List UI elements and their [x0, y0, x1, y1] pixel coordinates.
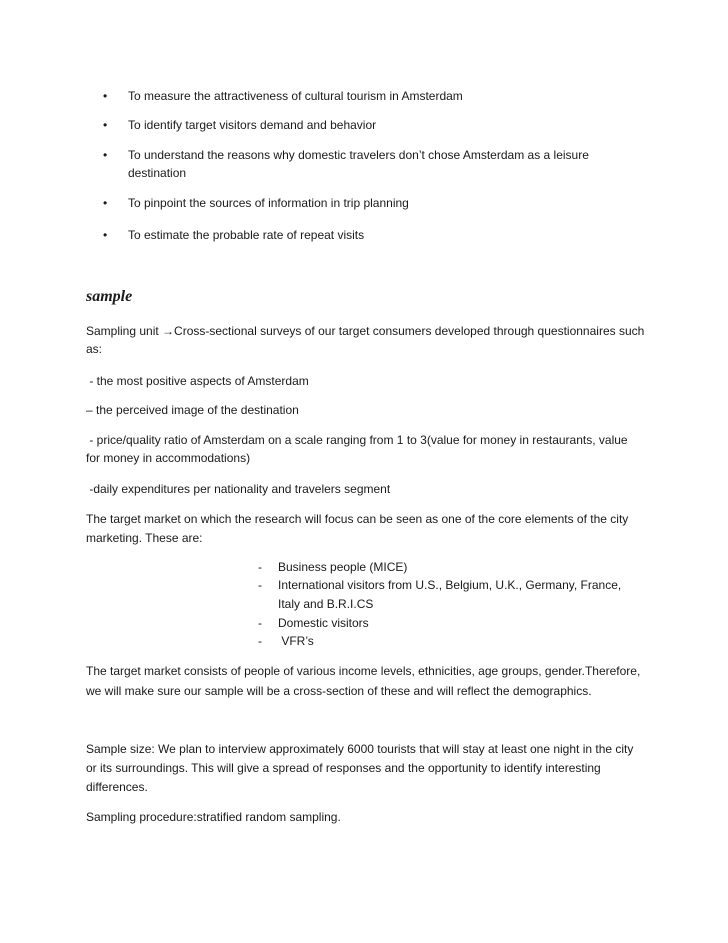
aspect-item: - price/quality ratio of Amsterdam on a scale ranging from 1 to 3(value for money in restaurants, value	[86, 433, 628, 447]
segment-item-continuation: Italy and B.R.I.CS	[278, 597, 374, 611]
paragraph-line: as:	[86, 342, 103, 356]
aspect-item: -daily expenditures per nationality and travelers segment	[86, 482, 391, 496]
segment-item: International visitors from U.S., Belgium, U.K., Germany, France,	[278, 578, 622, 592]
sampling-procedure: Sampling procedure:stratified random sampling.	[86, 810, 341, 824]
objective-item: To identify target visitors demand and behavior	[128, 118, 377, 132]
paragraph-line: The target market consists of people of various income levels, ethnicities, age groups, gender.Therefore,	[86, 664, 641, 678]
bullet-icon: •	[103, 196, 108, 210]
dash-bullet: -	[258, 616, 262, 630]
bullet-icon: •	[103, 148, 108, 162]
segment-item: VFR’s	[278, 634, 314, 648]
objective-item: To understand the reasons why domestic travelers don’t chose Amsterdam as a leisure	[128, 148, 589, 162]
paragraph-line: Sample size: We plan to interview approximately 6000 tourists that will stay at least one night in the city	[86, 742, 634, 756]
objective-item: To pinpoint the sources of information in trip planning	[128, 196, 409, 210]
aspect-item-continuation: for money in accommodations)	[86, 451, 251, 465]
paragraph-line: The target market on which the research will focus can be seen as one of the core elements of the city	[86, 512, 629, 526]
objective-item: To estimate the probable rate of repeat visits	[128, 228, 365, 242]
paragraph-line: Sampling unit →Cross-sectional surveys of our target consumers developed through questionnaires such	[86, 324, 645, 338]
objective-item-continuation: destination	[128, 166, 187, 180]
bullet-icon: •	[103, 228, 108, 242]
paragraph-line: or its surroundings. This will give a spread of responses and the opportunity to identify interesting	[86, 761, 601, 775]
dash-bullet: -	[258, 560, 262, 574]
dash-bullet: -	[258, 578, 262, 592]
aspect-item: - the most positive aspects of Amsterdam	[86, 374, 309, 388]
section-heading-sample: sample	[86, 288, 133, 305]
segment-item: Business people (MICE)	[278, 560, 408, 574]
segment-item: Domestic visitors	[278, 616, 369, 630]
bullet-icon: •	[103, 118, 108, 132]
bullet-icon: •	[103, 89, 108, 103]
aspect-item: – the perceived image of the destination	[86, 403, 299, 417]
objective-item: To measure the attractiveness of cultural tourism in Amsterdam	[128, 89, 463, 103]
paragraph-line: differences.	[86, 780, 148, 794]
dash-bullet: -	[258, 634, 262, 648]
paragraph-line: we will make sure our sample will be a cross-section of these and will reflect the demographics.	[86, 684, 592, 698]
paragraph-line: marketing. These are:	[86, 531, 203, 545]
